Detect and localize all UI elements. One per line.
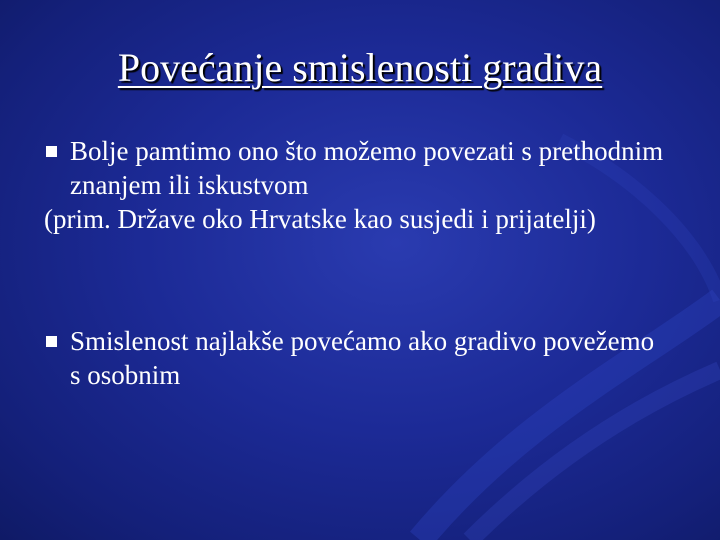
slide-title: Povećanje smislenosti gradiva	[117, 45, 603, 90]
square-bullet-icon	[46, 336, 57, 347]
bullet-item-2	[44, 324, 664, 392]
bullet-item-1-text: Bolje pamtimo ono što možemo povezati s prethodnim znanjem ili iskustvom	[70, 136, 664, 200]
bullet-item-1-continuation: (prim. Države oko Hrvatske kao susjedi i prijatelji)	[44, 204, 596, 234]
bullet-item-1	[44, 134, 664, 236]
bullet-list	[44, 134, 664, 392]
bullet-item-2-text: Smislenost najlakše povećamo ako gradivo povežemo s osobnim	[70, 326, 655, 390]
square-bullet-icon	[46, 146, 57, 157]
